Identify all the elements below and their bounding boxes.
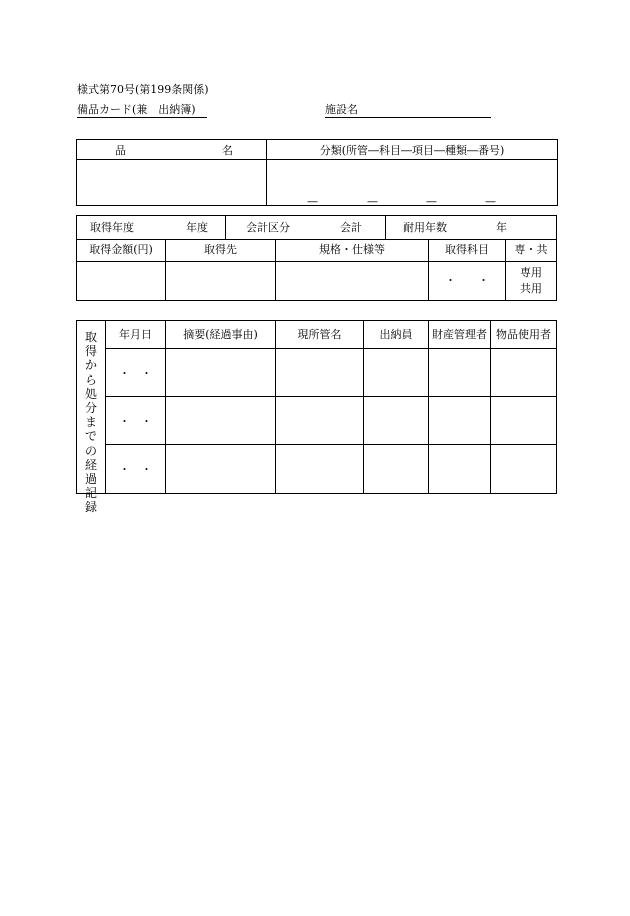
form-title: 備品カード(兼 出納簿) <box>77 103 196 116</box>
classification-dash: — <box>367 195 378 208</box>
item-table <box>76 139 558 206</box>
acq-year-suffix: 年度 <box>186 221 208 234</box>
header-item-user: 物品使用者 <box>496 328 551 341</box>
classification-dash: — <box>307 195 318 208</box>
exclusive-shared-label: 専・共 <box>514 243 548 256</box>
exclusive-option[interactable]: 専用 <box>520 266 542 279</box>
classification-dash: — <box>485 195 496 208</box>
facility-label: 施設名 <box>325 103 358 116</box>
classification-header: 分類(所管―科目―項目―種類―番号) <box>267 140 558 160</box>
account-label: 会計区分 <box>246 221 290 234</box>
useful-life-suffix: 年 <box>496 221 507 234</box>
subject-dots: ・ ・ <box>445 274 489 287</box>
header-jurisdiction: 現所管名 <box>297 328 342 341</box>
item-name-label-2: 名 <box>222 144 233 157</box>
header-cashier: 出納員 <box>379 328 413 341</box>
facility-underline <box>325 117 491 118</box>
form-number: 様式第70号(第199条関係) <box>77 83 209 96</box>
account-suffix: 会計 <box>340 221 362 234</box>
item-name-label-1: 品 <box>115 144 126 157</box>
history-table <box>76 320 557 515</box>
header-property-manager: 財産管理者 <box>432 328 487 341</box>
date-dots: ・ ・ <box>119 415 152 428</box>
acquisition-info <box>76 215 557 301</box>
useful-life-label: 耐用年数 <box>403 221 447 234</box>
side-label: 取得から処分までの経過記録 <box>84 330 97 515</box>
date-dots: ・ ・ <box>119 367 152 380</box>
subject-label: 取得科目 <box>445 243 489 256</box>
header-summary: 摘要(経過事由) <box>183 328 258 341</box>
source-label: 取得先 <box>204 243 237 256</box>
date-dots: ・ ・ <box>119 463 152 476</box>
header-date: 年月日 <box>119 328 152 341</box>
spec-label: 規格・仕様等 <box>319 243 385 256</box>
item-name-header <box>77 140 267 160</box>
title-underline <box>77 117 207 118</box>
shared-option[interactable]: 共用 <box>520 282 542 295</box>
classification-cell[interactable] <box>267 160 558 206</box>
item-name-cell[interactable] <box>77 160 267 206</box>
acq-year-label: 取得年度 <box>90 221 134 234</box>
classification-dash: — <box>426 195 437 208</box>
amount-label: 取得金額(円) <box>89 243 153 256</box>
